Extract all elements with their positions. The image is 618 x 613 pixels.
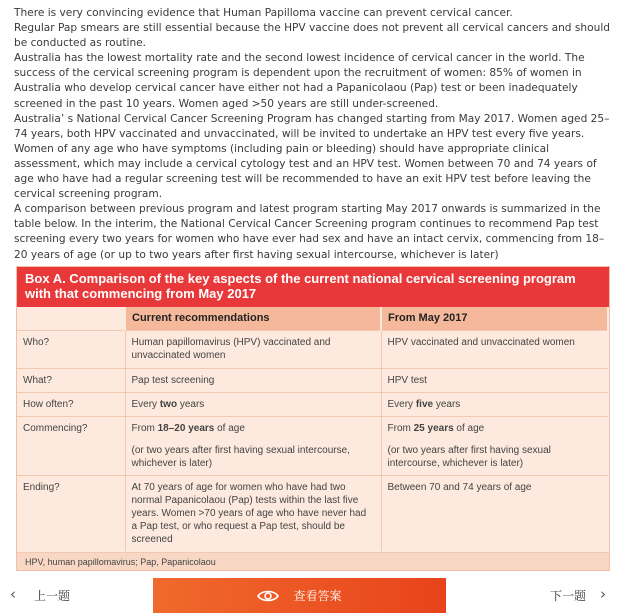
prev-question-button[interactable]: 上一题 bbox=[34, 589, 71, 603]
cell-new: Between 70 and 74 years of age bbox=[381, 476, 608, 552]
text: Every bbox=[131, 399, 160, 410]
text: years bbox=[433, 399, 461, 410]
cell-current: Human papillomavirus (HPV) vaccinated and unvaccinated women bbox=[125, 331, 381, 369]
comparison-table bbox=[17, 307, 609, 551]
paragraph: Regular Pap smears are still essential because the HPV vaccine does not prevent all cervical cancers and should be conducted as routine. bbox=[14, 22, 611, 50]
cell-current: Pap test screening bbox=[125, 369, 381, 393]
cell-new bbox=[381, 417, 608, 476]
article-text bbox=[14, 6, 610, 263]
cell-current: At 70 years of age for women who have had two normal Papanicolaou (Pap) tests within the last five years. Women >70 years of age who have never had a Pap test, or who request a Pap test, should be screened bbox=[125, 476, 381, 552]
row-label: Commencing? bbox=[17, 417, 125, 476]
eye-icon bbox=[257, 589, 279, 603]
row-label: What? bbox=[17, 369, 125, 393]
text: years bbox=[177, 399, 205, 410]
box-footnote: HPV, human papillomavirus; Pap, Papanicolaou bbox=[17, 552, 609, 570]
table-row bbox=[17, 369, 608, 393]
cell-new: HPV vaccinated and unvaccinated women bbox=[381, 331, 608, 369]
comparison-box bbox=[16, 266, 610, 571]
cell-new bbox=[381, 393, 608, 417]
paragraph: Australia’ s National Cervical Cancer Screening Program has changed starting from May 2017. Women aged 25–74 years, both HPV vaccinated and unvaccinated, will be invited to undertake an HPV test every five years. Women of any age who have symptoms (including pain or bleeding) should have appropriate clinical assessment, which may include a cervical cytology test and an HPV test. Women between 70 and 74 years of age who have had a regular screening test will be recommended to have an exit HPV test before leaving the cervical screening program. bbox=[14, 112, 610, 201]
table-header-row bbox=[17, 307, 608, 331]
sub-text: (or two years after first having sexual intercourse, whichever is later) bbox=[387, 445, 551, 469]
table-row bbox=[17, 476, 608, 552]
view-answer-button[interactable] bbox=[153, 578, 446, 613]
text: Every bbox=[387, 399, 416, 410]
text: of age bbox=[214, 423, 245, 434]
text: of age bbox=[453, 423, 485, 434]
bold-text: two bbox=[159, 399, 178, 410]
text: From bbox=[131, 423, 158, 434]
cell-current bbox=[125, 417, 381, 476]
chevron-left-icon[interactable]: ‹ bbox=[10, 585, 16, 603]
header-blank bbox=[17, 307, 125, 331]
paragraph: Australia has the lowest mortality rate and the second lowest incidence of cervical cancer in the world. The success of the cervical screening program is dependent upon the recruitment of women: 85% of women in Australia who develop cervical cancer have either not had a Papanicolaou (Pap) test or been inadequately screened in the past 10 years. Women aged >50 years are still under-screened. bbox=[14, 52, 585, 110]
table-row bbox=[17, 417, 608, 476]
cell-new: HPV test bbox=[381, 369, 608, 393]
bold-text: 25 years bbox=[413, 423, 454, 434]
row-label: How often? bbox=[17, 393, 125, 417]
view-answer-label: 查看答案 bbox=[293, 589, 342, 603]
header-current: Current recommendations bbox=[125, 307, 381, 331]
paragraph: A comparison between previous program and latest program starting May 2017 onwards is summarized in the table below. In the interim, the National Cervical Cancer Screening program continues to recommend Pap test screening every two years for women who have ever had sex and have an intact cervix, commencing from 18–20 years of age (or up to two years after first having sexual intercourse, whichever is later) bbox=[14, 203, 605, 261]
row-label: Who? bbox=[17, 331, 125, 369]
box-title: Box A. Comparison of the key aspects of the current national cervical screening program with that commencing from May 2017 bbox=[17, 267, 609, 307]
paragraph: There is very convincing evidence that Human Papilloma vaccine can prevent cervical cancer. bbox=[14, 7, 513, 19]
chevron-right-icon[interactable]: › bbox=[600, 585, 606, 603]
header-new: From May 2017 bbox=[381, 307, 608, 331]
sub-text: (or two years after first having sexual intercourse, whichever is later) bbox=[131, 445, 350, 469]
table-row bbox=[17, 331, 608, 369]
table-row bbox=[17, 393, 608, 417]
bold-text: five bbox=[415, 399, 434, 410]
text: From bbox=[387, 423, 414, 434]
next-question-button[interactable]: 下一题 bbox=[549, 589, 586, 603]
bold-text: 18–20 years bbox=[157, 423, 215, 434]
bottom-nav-bar bbox=[0, 578, 618, 613]
cell-current bbox=[125, 393, 381, 417]
row-label: Ending? bbox=[17, 476, 125, 552]
